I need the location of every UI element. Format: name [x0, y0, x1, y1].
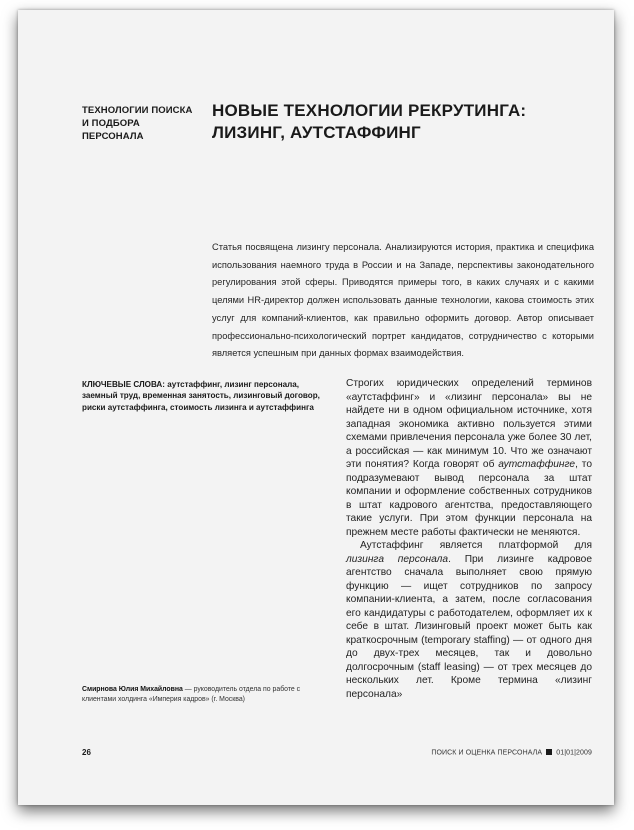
- journal-page: [18, 10, 614, 805]
- body-paragraph: [346, 539, 592, 701]
- keywords-block: [82, 379, 326, 413]
- body-text-run: . При лизинге кадровое агентство сначала выполняет свою прямую функцию — ищет сотрудников по запросу компании-клиента, а затем, после согласования его кандидатуры с работодателем, оформляет их к себе в штат. Лизинговый проект может быть как краткосрочным (temporary staffing) — от одного дня до двух-трех месяцев, так и довольно долгосрочным (staff leasing) — от трех месяцев до нескольких лет. Кроме термина «лизинг персонала»: [346, 553, 592, 700]
- author-description: — руководитель отдела по работе с клиентами холдинга «Империя кадров» (г. Москва): [82, 686, 301, 703]
- author-name: Смирнова Юлия Михайловна: [82, 686, 183, 693]
- page-number: 26: [82, 748, 91, 757]
- article-abstract: Статья посвящена лизингу персонала. Анализируются история, практика и специфика использования наемного труда в России и на Западе, перспективы законодательного регулирования этой сферы. Приводятся примеры того, в каких случаях и с какими целями HR-директор должен использовать данные технологии, какова стоимость этих услуг для компаний-клиентов, как правильно оформить договор. Автор описывает профессионально-психологический портрет кандидатов, сотрудничество с которыми является успешным при данных формах взаимодействия.: [212, 242, 594, 359]
- term-outstaffing: аутстаффинге: [498, 459, 576, 470]
- body-paragraph: [346, 377, 592, 539]
- author-info: [82, 685, 334, 705]
- article-title: НОВЫЕ ТЕХНОЛОГИИ РЕКРУТИНГА: ЛИЗИНГ, АУТСТАФФИНГ: [212, 101, 527, 142]
- section-label: ТЕХНОЛОГИИ ПОИСКА И ПОДБОРА ПЕРСОНАЛА: [82, 105, 193, 142]
- body-text-run: Строгих юридических определений терминов «аутстаффинг» и «лизинг персонала» вы не найдете ни в одном официальном источнике, хотя западная экономика активно пользуется этими схемами привлечения персонала уже более 30 лет, а российская — как минимум 10. Что же означают эти понятия? Когда говорят об: [346, 378, 592, 470]
- issue-number: 01|01|2009: [556, 749, 592, 757]
- term-leasing: лизинга персонала: [346, 553, 449, 565]
- keywords-text: аутстаффинг, лизинг персонала, заемный труд, временная занятость, лизинговый договор, риски аутстаффинга, стоимость лизинга и аутстаффинга: [82, 380, 320, 412]
- body-text-run: , то подразумевают вывод персонала за штат компании и оформление собственных сотрудников в штат кадрового агентства, предоставляющего такие услуги. При этом функции персонала на прежнем месте работы фактически не меняются.: [346, 459, 592, 538]
- footer: [431, 749, 592, 757]
- body-text-run: Аутстаффинг является платформой для: [360, 540, 592, 551]
- keywords-label: КЛЮЧЕВЫЕ СЛОВА:: [82, 380, 165, 389]
- magazine-name: ПОИСК И ОЦЕНКА ПЕРСОНАЛА: [431, 749, 543, 757]
- square-bullet-icon: [546, 749, 552, 755]
- article-body: [346, 377, 592, 701]
